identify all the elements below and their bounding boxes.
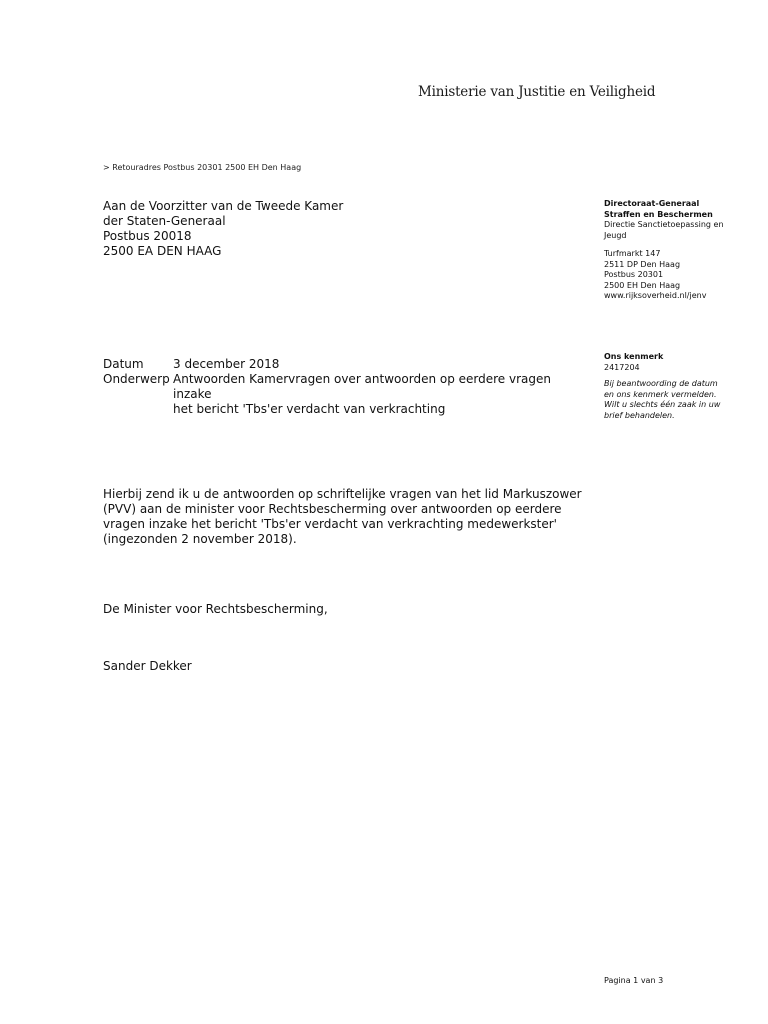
sender-address xyxy=(604,249,706,302)
addressee-line: Postbus 20018 xyxy=(103,229,192,243)
letter-meta xyxy=(103,357,593,417)
return-address: > Retouradres Postbus 20301 2500 EH Den Haag xyxy=(103,163,302,172)
date-row xyxy=(103,357,593,372)
page-number: Pagina 1 van 3 xyxy=(604,976,664,985)
date-value: 3 december 2018 xyxy=(173,357,280,371)
body-line: (PVV) aan de minister voor Rechtsbescherming over antwoorden op eerdere xyxy=(103,502,562,516)
subject-value xyxy=(173,372,593,417)
department-name: Straffen en Beschermen xyxy=(604,209,713,219)
date-label: Datum xyxy=(103,357,144,371)
body-line: (ingezonden 2 november 2018). xyxy=(103,532,297,546)
address-line: 2511 DP Den Haag xyxy=(604,259,681,269)
reference-note: Wilt u slechts één zaak in uw xyxy=(604,400,721,409)
signer-name: Sander Dekker xyxy=(103,659,192,673)
reference-label: Ons kenmerk xyxy=(604,352,664,361)
subject-label: Onderwerp xyxy=(103,372,170,386)
letter-body xyxy=(103,487,583,547)
closing-line: De Minister voor Rechtsbescherming, xyxy=(103,602,328,616)
website-link[interactable]: www.rijksoverheid.nl/jenv xyxy=(604,291,707,300)
reference-value: 2417204 xyxy=(604,362,640,372)
ministry-name: Ministerie van Justitie en Veiligheid xyxy=(418,84,656,100)
department-name: Directoraat-Generaal xyxy=(604,199,700,208)
subject-line: Antwoorden Kamervragen over antwoorden op eerdere vragen inzake xyxy=(173,372,551,401)
reference-note: en ons kenmerk vermelden. xyxy=(604,389,717,399)
body-line: vragen inzake het bericht 'Tbs'er verdacht van verkrachting medewerkster' xyxy=(103,517,557,531)
addressee-block xyxy=(103,199,343,259)
addressee-line: Aan de Voorzitter van de Tweede Kamer xyxy=(103,199,344,213)
directorate-name: Jeugd xyxy=(604,230,627,240)
subject-row xyxy=(103,372,593,417)
reference-note: Bij beantwoording de datum xyxy=(604,379,718,388)
subject-line: het bericht 'Tbs'er verdacht van verkrachting xyxy=(173,402,446,416)
sender-department xyxy=(604,199,724,241)
reference-note: brief behandelen. xyxy=(604,410,675,420)
address-line: 2500 EH Den Haag xyxy=(604,280,681,290)
reference-block xyxy=(604,352,720,421)
directorate-name: Directie Sanctietoepassing en xyxy=(604,220,724,229)
address-line: Turfmarkt 147 xyxy=(604,249,661,258)
addressee-line: 2500 EA DEN HAAG xyxy=(103,244,222,258)
body-line: Hierbij zend ik u de antwoorden op schriftelijke vragen van het lid Markuszower xyxy=(103,487,582,501)
addressee-line: der Staten-Generaal xyxy=(103,214,226,228)
address-line: Postbus 20301 xyxy=(604,270,664,279)
